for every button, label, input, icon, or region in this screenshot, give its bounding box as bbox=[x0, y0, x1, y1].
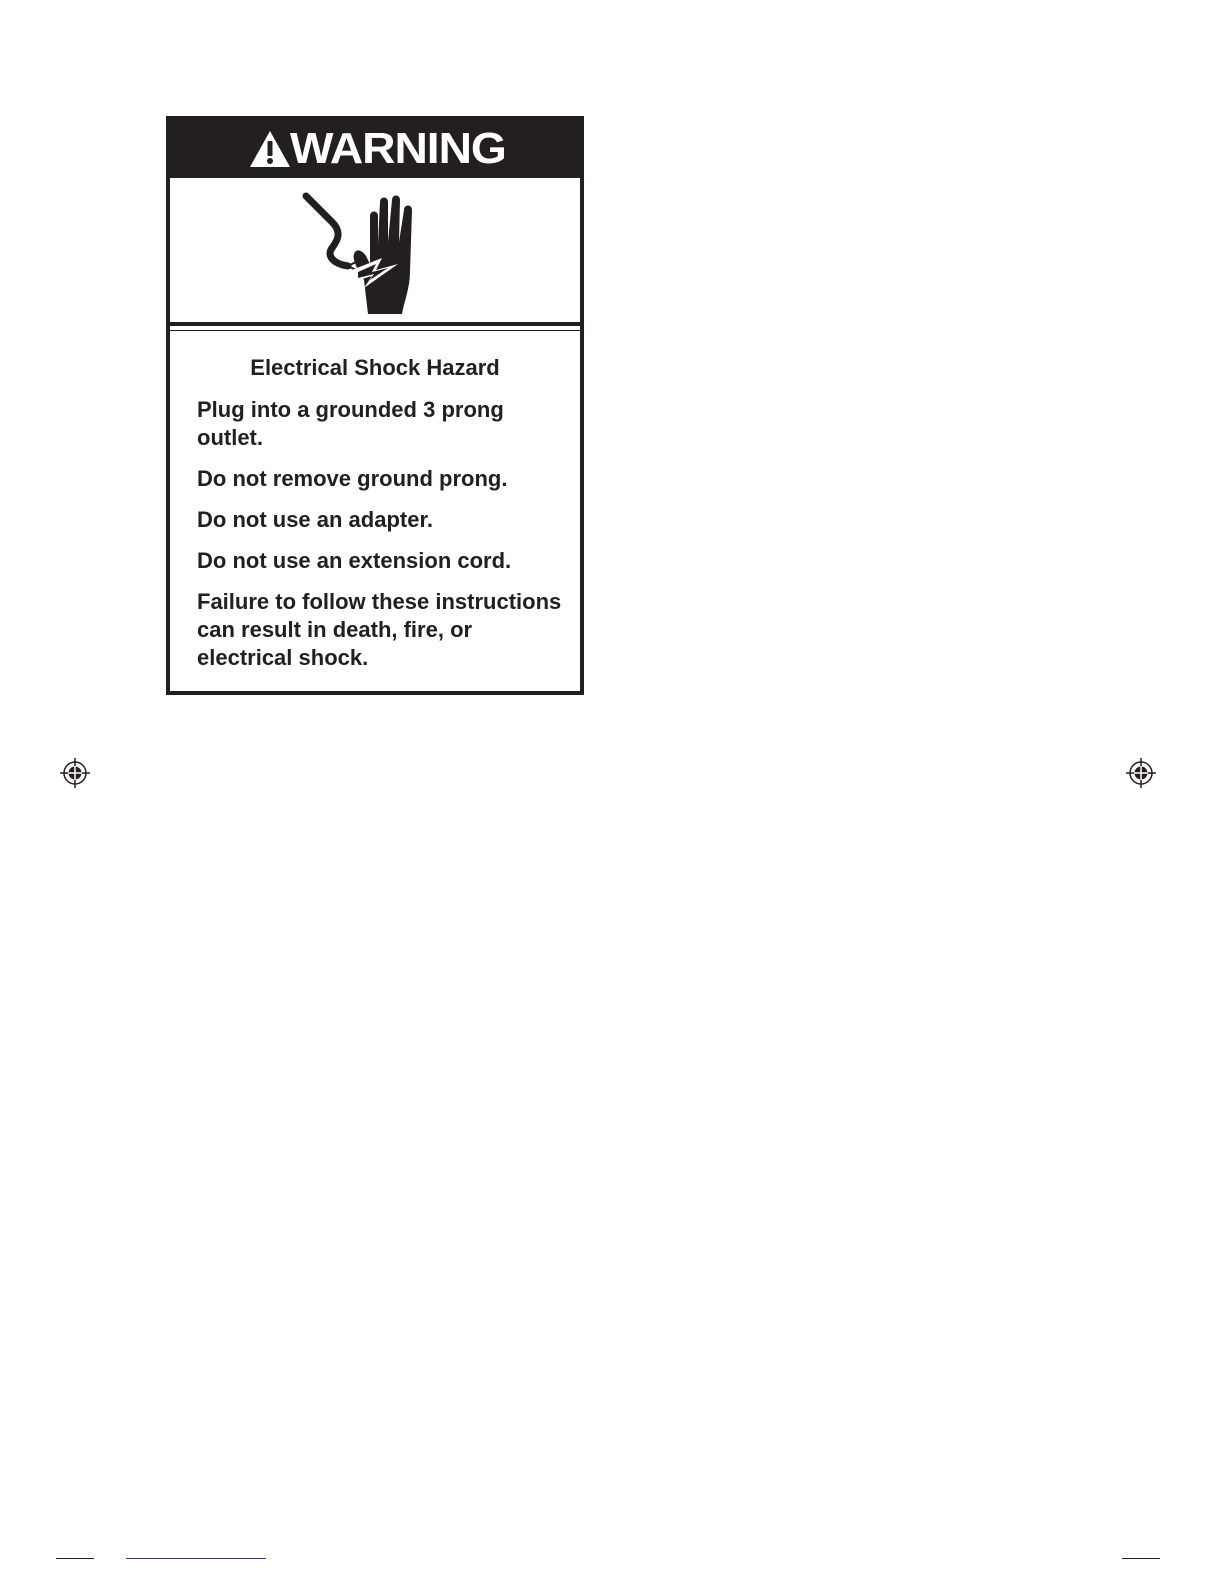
crop-mark-left bbox=[56, 1558, 94, 1559]
instruction-ground-prong: Do not remove ground prong. bbox=[197, 466, 508, 491]
hazard-title: Electrical Shock Hazard bbox=[250, 355, 500, 380]
warning-header bbox=[170, 120, 580, 178]
footer-link-underline bbox=[126, 1558, 266, 1559]
instruction-adapter: Do not use an adapter. bbox=[197, 507, 433, 532]
warning-label bbox=[166, 116, 584, 695]
warning-triangle-icon bbox=[249, 130, 291, 168]
instruction-grounded-outlet: Plug into a grounded 3 prong outlet. bbox=[197, 397, 504, 450]
instructions-panel bbox=[170, 330, 580, 691]
registration-mark-icon bbox=[59, 757, 91, 789]
crop-mark-right bbox=[1122, 1558, 1160, 1559]
electric-shock-hand-icon bbox=[298, 184, 428, 320]
instruction-extension-cord: Do not use an extension cord. bbox=[197, 548, 512, 573]
registration-mark-icon bbox=[1125, 757, 1157, 789]
pictogram-panel bbox=[170, 178, 580, 326]
warning-title: WARNING bbox=[290, 124, 506, 173]
instruction-failure-consequence: Failure to follow these instructions can result in death, fire, or electrical shock. bbox=[197, 589, 562, 670]
